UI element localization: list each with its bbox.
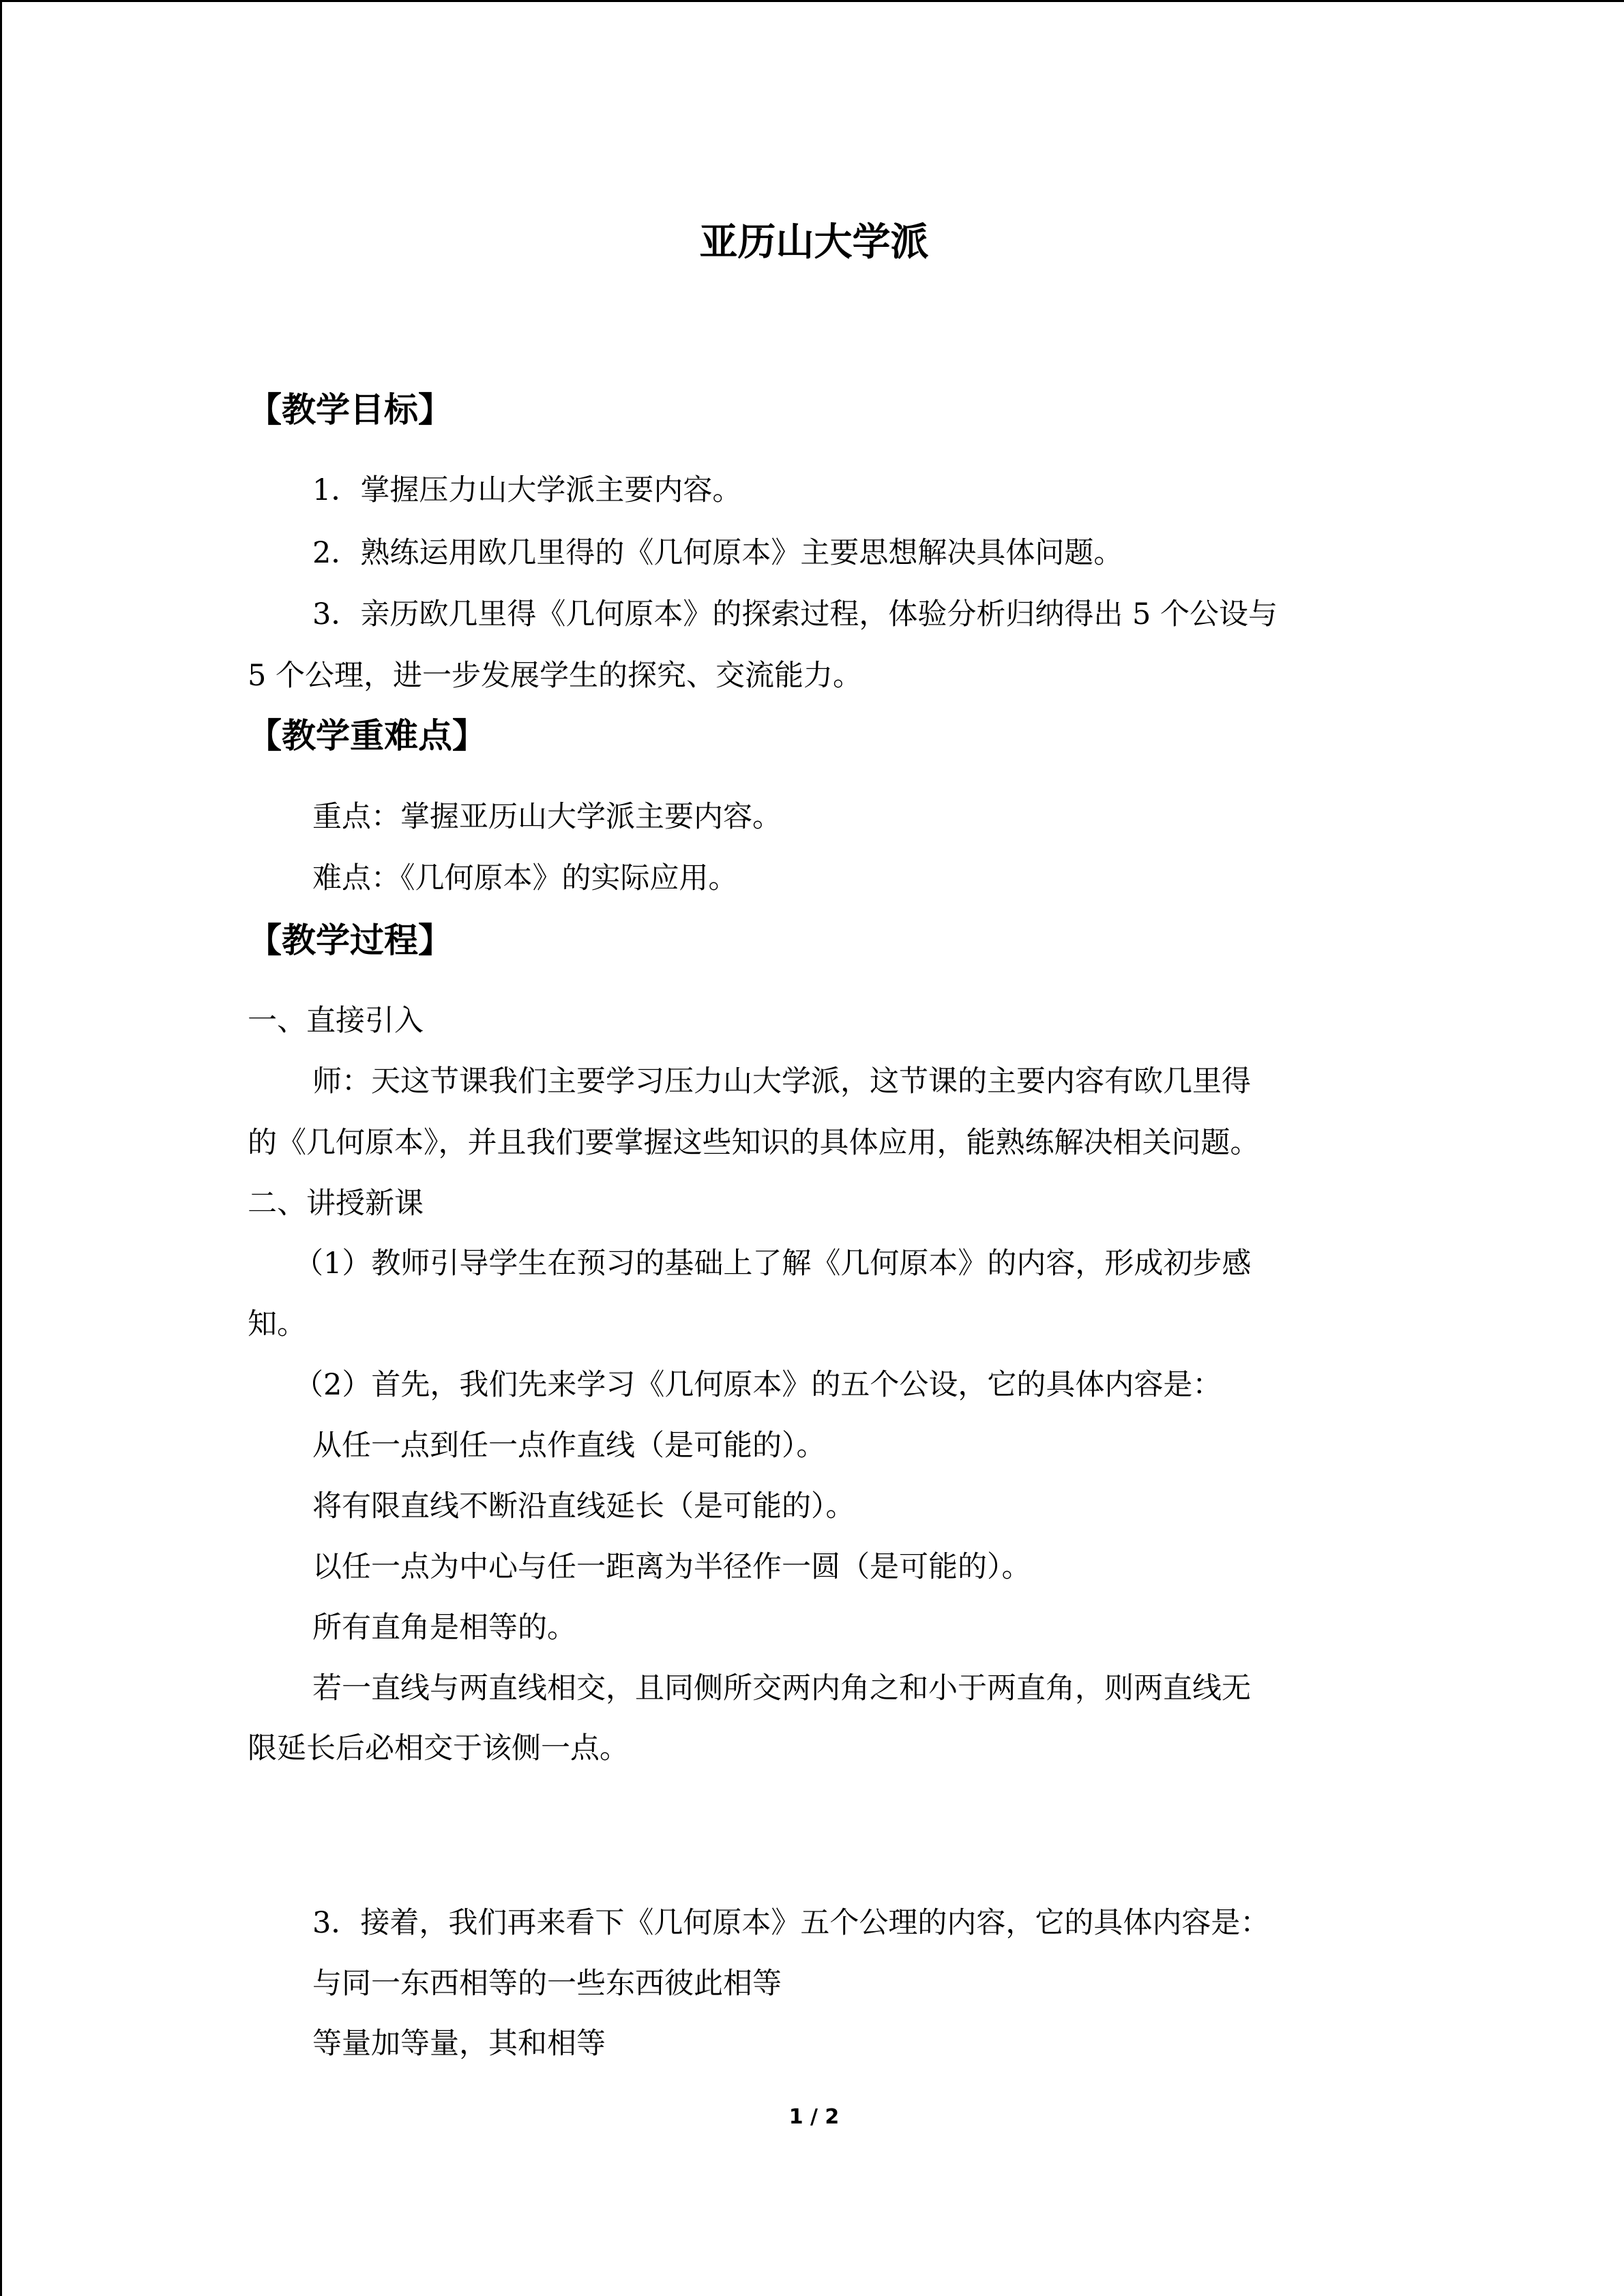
key-point-important: 重点：掌握亚历山大学派主要内容。 [312,800,782,834]
section-1-title: 一、直接引入 [248,1004,424,1038]
objective-item-1: 1．掌握压力山大学派主要内容。 [312,473,742,507]
document-title: 亚历山大学派 [699,220,929,265]
page-number: 1 / 2 [788,2105,840,2129]
objective-item-3: 3．亲历欧几里得《几何原本》的探索过程，体验分析归纳得出 5 个公设与 [312,597,1278,631]
section-1-line-1: 师：天这节课我们主要学习压力山大学派，这节课的主要内容有欧几里得 [312,1064,1251,1099]
axiom-1: 与同一东西相等的一些东西彼此相等 [312,1967,782,2001]
section-1-line-2: 的《几何原本》，并且我们要掌握这些知识的具体应用，能熟练解决相关问题。 [248,1126,1260,1160]
postulate-3: 以任一点为中心与任一距离为半径作一圆（是可能的）。 [312,1550,1031,1584]
item-1-line-1: （1）教师引导学生在预习的基础上了解《几何原本》的内容，形成初步感 [294,1247,1252,1281]
item-2-intro: （2）首先，我们先来学习《几何原本》的五个公设，它的具体内容是： [294,1368,1222,1402]
postulate-5: 若一直线与两直线相交，且同侧所交两内角之和小于两直角，则两直线无 [312,1671,1251,1705]
objective-item-3-continued: 5 个公理，进一步发展学生的探究、交流能力。 [248,659,863,693]
item-3-intro: 3．接着，我们再来看下《几何原本》五个公理的内容，它的具体内容是： [312,1906,1270,1940]
objective-item-2: 2．熟练运用欧几里得的《几何原本》主要思想解决具体问题。 [312,536,1123,570]
postulate-4: 所有直角是相等的。 [312,1611,576,1645]
heading-process: 【教学过程】 [248,920,452,960]
section-2-title: 二、讲授新课 [248,1187,424,1221]
item-1-line-2: 知。 [248,1307,306,1341]
heading-key-points: 【教学重难点】 [248,715,486,756]
axiom-2: 等量加等量，其和相等 [312,2027,606,2061]
postulate-5-continued: 限延长后必相交于该侧一点。 [248,1731,629,1765]
postulate-1: 从任一点到任一点作直线（是可能的）。 [312,1429,826,1463]
heading-objectives: 【教学目标】 [248,389,452,430]
key-point-difficult: 难点：《几何原本》的实际应用。 [312,861,738,895]
postulate-2: 将有限直线不断沿直线延长（是可能的）。 [312,1489,855,1523]
